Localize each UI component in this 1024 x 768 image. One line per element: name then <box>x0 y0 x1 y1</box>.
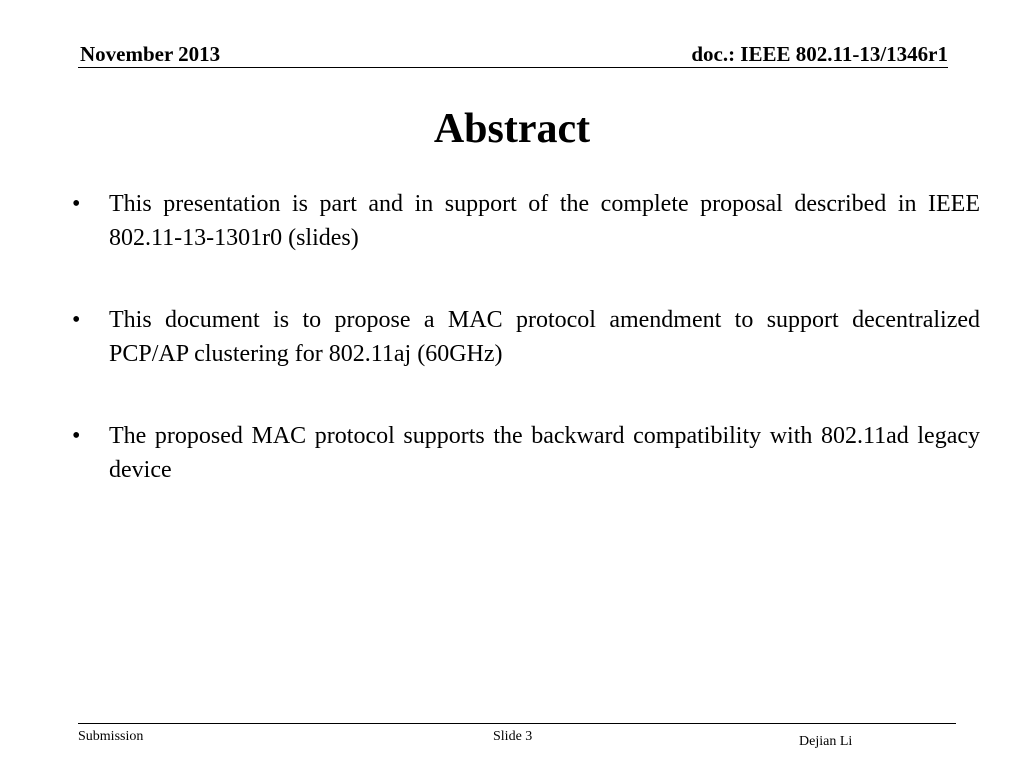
footer-slide-number: Slide 3 <box>493 729 533 744</box>
bullet-list <box>72 187 980 535</box>
bullet-text: This document is to propose a MAC protocol amendment to support decentralized PCP/AP clustering for 802.11aj (60GHz) <box>109 307 980 367</box>
footer-author: Dejian Li <box>799 734 853 749</box>
bullet-marker: • <box>72 307 81 333</box>
header-doc-id: doc.: IEEE 802.11-13/1346r1 <box>691 42 948 66</box>
header-date: November 2013 <box>80 42 221 66</box>
bullet-marker: • <box>72 423 81 449</box>
bullet-text: This presentation is part and in support of the complete proposal described in IEEE 802.11-13-1301r0 (slides) <box>109 191 980 251</box>
header-divider <box>78 67 948 68</box>
bullet-text: The proposed MAC protocol supports the backward compatibility with 802.11ad legacy device <box>109 423 980 483</box>
footer-submission: Submission <box>78 729 144 744</box>
footer-divider <box>78 723 956 724</box>
bullet-item <box>72 303 980 371</box>
bullet-item <box>72 419 980 487</box>
slide-title: Abstract <box>433 106 591 152</box>
bullet-marker: • <box>72 191 81 217</box>
bullet-item <box>72 187 980 255</box>
